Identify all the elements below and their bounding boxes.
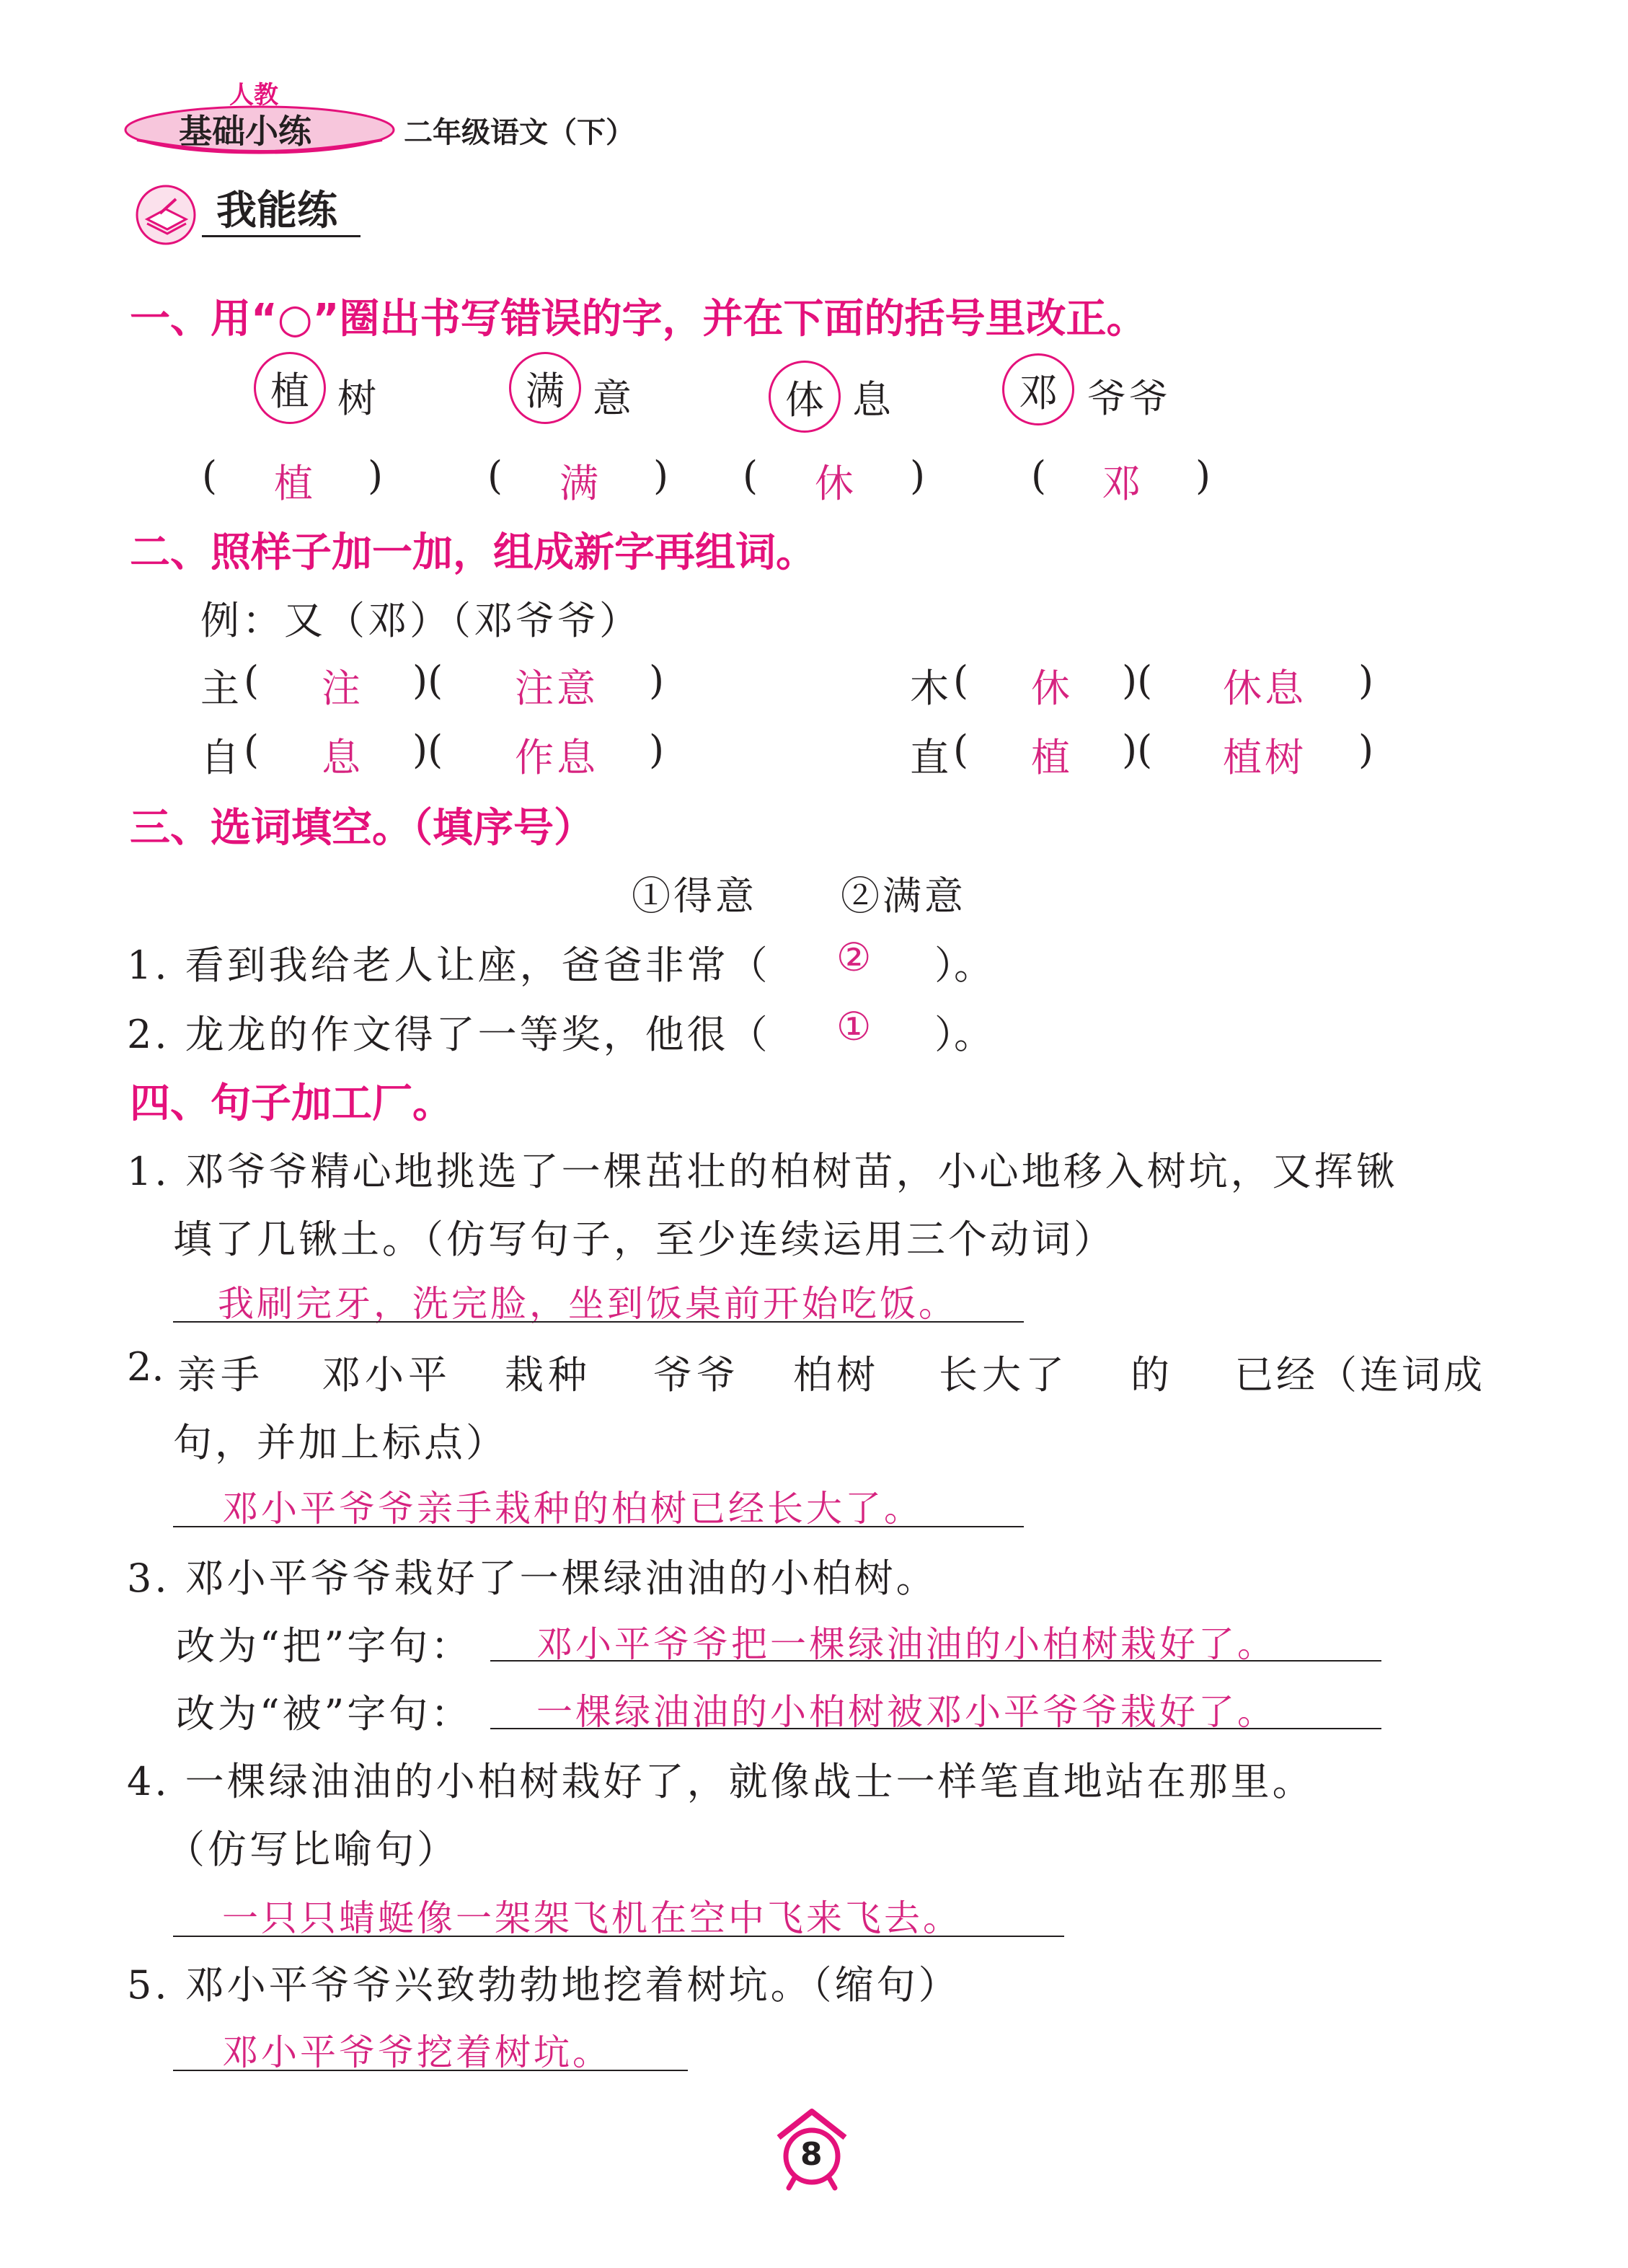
q1-word-4-rest: 爷爷 (1087, 376, 1171, 421)
answer-line (173, 1321, 1024, 1323)
q1-answer-1: 植 (274, 461, 313, 506)
q4-s2-word-1: 亲手 (177, 1352, 264, 1398)
q1-word-1-circled: 植 (270, 369, 309, 414)
answer-line (490, 1660, 1381, 1662)
q4-s1-line2: 填了几锹土。（仿写句子，至少连续运用三个动词） (173, 1217, 1115, 1262)
q2-title: 二、照样子加一加，组成新字再组词。 (130, 529, 816, 576)
bracket: )( (1122, 658, 1153, 703)
q2-word-3: 作息 (515, 735, 598, 780)
q2-base-3: 自 (200, 735, 239, 780)
q1-word-3-circled: 体 (785, 377, 824, 423)
q4-s2-word-8: 已经（连词成 (1234, 1352, 1485, 1398)
q4-s1-line1: 1. 邓爷爷精心地挑选了一棵茁壮的柏树苗，小心地移入树坑，又挥锹 (127, 1149, 1398, 1194)
q4-s4-line2: （仿写比喻句） (166, 1827, 459, 1872)
bracket: ( (743, 453, 758, 498)
q4-s2-word-3: 栽种 (505, 1352, 591, 1398)
q2-base-2: 木 (910, 666, 949, 711)
answer-line (490, 1728, 1381, 1729)
q1-answer-2: 满 (559, 461, 598, 506)
book-title: 二年级语文（下） (404, 116, 634, 149)
q2-example: 例：又（邓）（邓爷爷） (200, 598, 641, 643)
q1-word-2-rest: 意 (593, 376, 632, 421)
q3-item-1: 1. 看到我给老人让座，爸爸非常（ (127, 943, 771, 988)
q4-s3-bei-answer: 一棵绿油油的小柏树被邓小平爷爷栽好了。 (536, 1691, 1276, 1733)
q1-word-1-rest: 树 (337, 376, 376, 421)
q4-s4-answer: 一只只蜻蜓像一架架飞机在空中飞来飞去。 (222, 1897, 962, 1939)
page-number: 8 (800, 2136, 823, 2173)
bracket: ( (202, 453, 218, 498)
bracket: ( (953, 658, 969, 703)
q3-options: ①得意 ②满意 (632, 873, 966, 919)
q4-title: 四、句子加工厂。 (130, 1080, 453, 1127)
bracket: )( (412, 727, 443, 772)
q4-s3-ba-answer: 邓小平爷爷把一棵绿油油的小柏树栽好了。 (536, 1623, 1276, 1665)
q2-word-1: 注意 (515, 666, 598, 711)
book-icon (131, 182, 203, 247)
q2-char-2: 休 (1031, 666, 1070, 711)
bracket: ) (1358, 658, 1374, 703)
section-title: 我能练 (216, 187, 337, 234)
q4-s2-word-5: 柏树 (793, 1352, 880, 1398)
bracket: ) (1195, 453, 1211, 498)
q2-char-4: 植 (1031, 735, 1070, 780)
q2-word-4: 植树 (1223, 735, 1306, 780)
answer-line (173, 2070, 688, 2071)
q3-item-1-end: ）。 (934, 943, 993, 988)
q3-answer-1: ② (836, 935, 872, 980)
bracket: ( (953, 727, 969, 772)
bracket: ( (1031, 453, 1047, 498)
series-title: 基础小练 (179, 112, 311, 151)
q4-s2-word-6: 长大了 (939, 1352, 1069, 1398)
q1-word-3-rest: 息 (852, 377, 891, 423)
q1-word-4-circled: 邓 (1019, 370, 1058, 415)
bracket: ) (649, 727, 665, 772)
q4-s1-answer: 我刷完牙，洗完脸，坐到饭桌前开始吃饭。 (218, 1283, 957, 1325)
q4-s2-word-2: 邓小平 (322, 1352, 451, 1398)
q4-s5-line: 5. 邓小平爷爷兴致勃勃地挖着树坑。（缩句） (127, 1962, 960, 2008)
bracket: )( (1122, 727, 1153, 772)
q2-char-3: 息 (322, 735, 360, 780)
q1-word-2-circled: 满 (526, 369, 565, 414)
q4-s3-bei-label: 改为“被”字句： (176, 1691, 473, 1737)
q4-s5-answer: 邓小平爷爷挖着树坑。 (222, 2031, 611, 2073)
answer-line (173, 1936, 1064, 1937)
q4-s2-label: 2. (127, 1344, 164, 1390)
q3-title: 三、选词填空。（填序号） (130, 805, 594, 852)
bracket: ) (649, 658, 665, 703)
q2-word-2: 休息 (1223, 666, 1306, 711)
q2-char-1: 注 (322, 666, 360, 711)
q3-item-2-end: ）。 (934, 1012, 993, 1057)
q4-s4-line1: 4. 一棵绿油油的小柏树栽好了，就像战士一样笔直地站在那里。 (127, 1759, 1314, 1804)
q4-s2-answer: 邓小平爷爷亲手栽种的柏树已经长大了。 (222, 1488, 923, 1530)
section-underline (202, 235, 360, 237)
q4-s3-line: 3. 邓小平爷爷栽好了一棵绿油油的小柏树。 (127, 1556, 938, 1601)
bracket: ( (244, 727, 260, 772)
bracket: ) (653, 453, 669, 498)
q4-s3-ba-label: 改为“把”字句： (176, 1623, 473, 1669)
q2-base-4: 直 (910, 735, 949, 780)
q4-s2-word-4: 爷爷 (653, 1352, 740, 1398)
q3-item-2: 2. 龙龙的作文得了一等奖，他很（ (127, 1012, 771, 1057)
q4-s2-line2: 句，并加上标点） (173, 1420, 508, 1465)
q3-answer-2: ① (836, 1004, 872, 1049)
publisher-label: 人教 (229, 81, 278, 110)
q4-s2-word-7: 的 (1131, 1352, 1169, 1398)
q1-answer-3: 休 (815, 461, 854, 506)
bracket: ) (1358, 727, 1374, 772)
q1-title: 一、用“○”圈出书写错误的字，并在下面的括号里改正。 (130, 296, 1147, 343)
bracket: ( (244, 658, 260, 703)
bracket: ( (487, 453, 503, 498)
q2-base-1: 主 (200, 666, 239, 711)
bracket: ) (368, 453, 384, 498)
answer-line (173, 1526, 1024, 1527)
bracket: ) (910, 453, 926, 498)
q1-answer-4: 邓 (1102, 461, 1141, 506)
bracket: )( (412, 658, 443, 703)
